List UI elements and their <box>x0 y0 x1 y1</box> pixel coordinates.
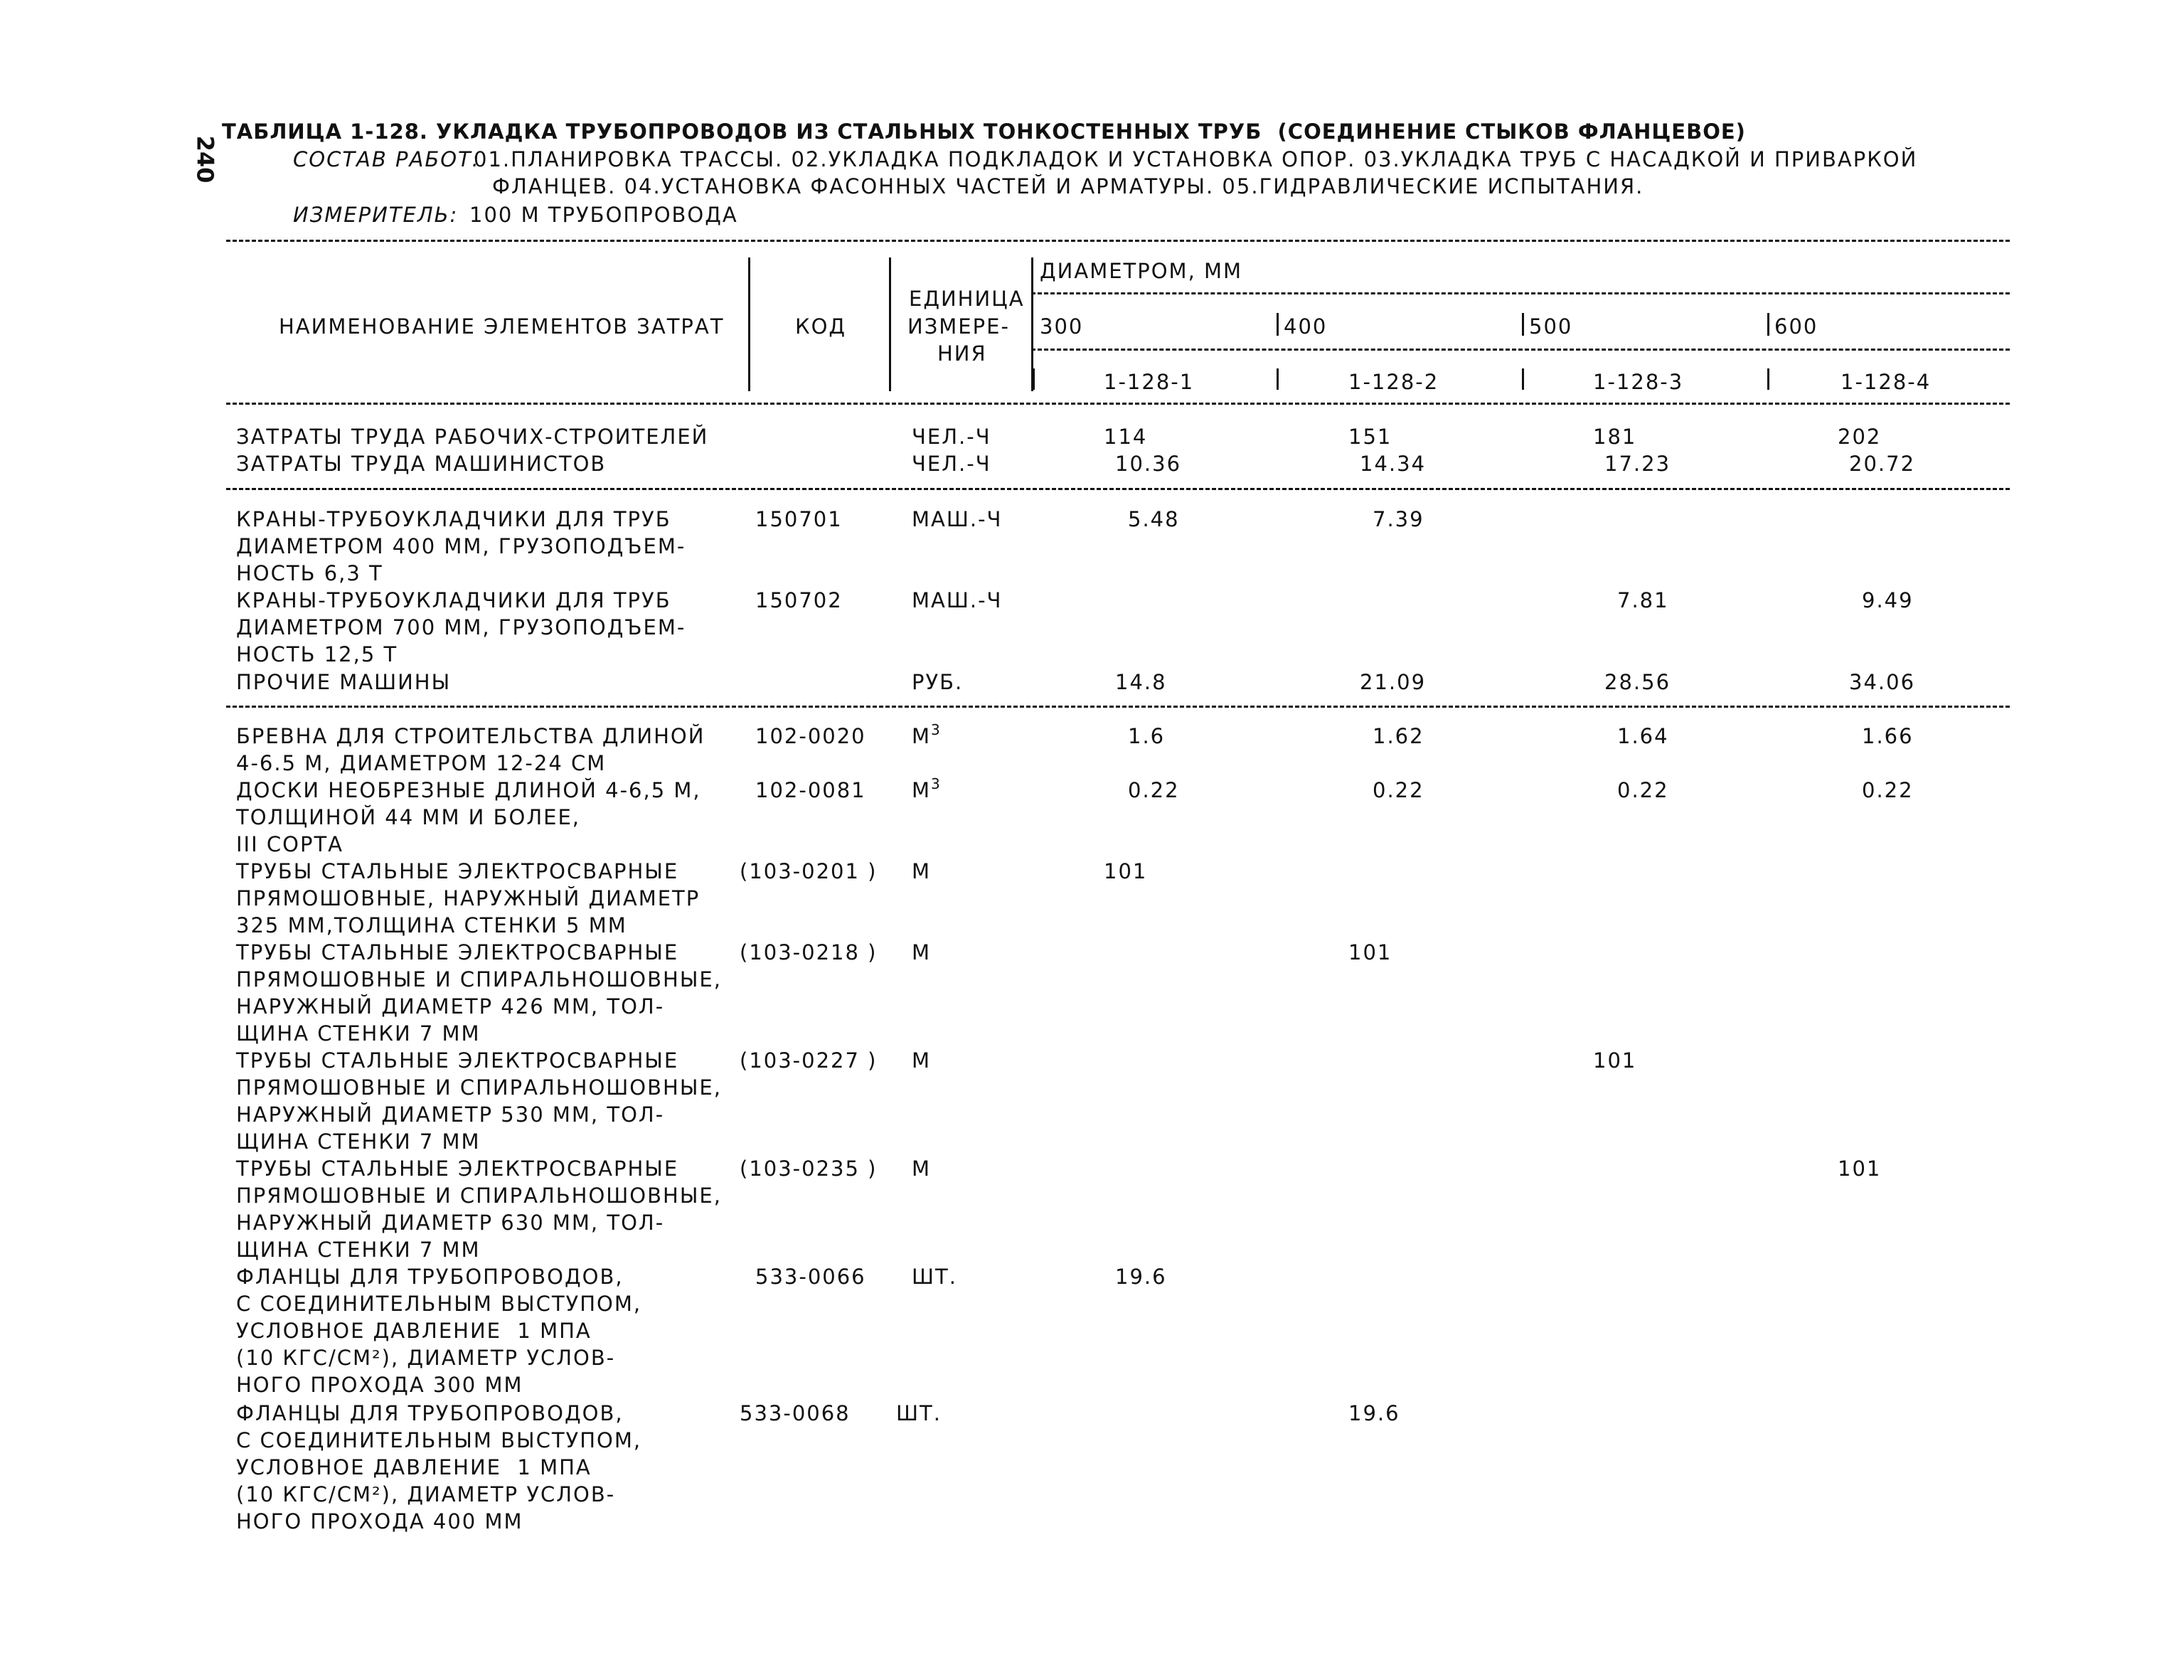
cost-unit: $М^3$ <box>912 775 942 802</box>
meter-text: 100 М ТРУБОПРОВОДА <box>469 203 738 227</box>
cost-value: 17.23 <box>1604 452 1671 476</box>
work-composition-text-1: 01.ПЛАНИРОВКА ТРАССЫ. 02.УКЛАДКА ПОДКЛАДОК И УСТАНОВКА ОПОР. 03.УКЛАДКА ТРУБ С НАСАДКОЙ И ПРИВАРКОЙ <box>474 147 1918 171</box>
cost-code: 102-0020 <box>755 724 866 748</box>
cost-name: ПРЯМОШОВНЫЕ И СПИРАЛЬНОШОВНЫЕ, <box>236 1184 722 1208</box>
cost-value: 0.22 <box>1373 778 1424 802</box>
size-rule <box>1031 349 2010 351</box>
rate-code-4: 1-128-4 <box>1841 370 1932 394</box>
cost-value: 114 <box>1104 425 1148 449</box>
cost-name: ТРУБЫ СТАЛЬНЫЕ ЭЛЕКТРОСВАРНЫЕ <box>236 859 679 883</box>
cost-value: 19.6 <box>1115 1265 1167 1289</box>
cost-code: 150701 <box>755 507 843 531</box>
cost-name: ПРЯМОШОВНЫЕ И СПИРАЛЬНОШОВНЫЕ, <box>236 967 722 991</box>
diameter-600: 600 <box>1774 314 1818 339</box>
cost-value: 14.34 <box>1360 452 1427 476</box>
work-composition-text-2: ФЛАНЦЕВ. 04.УСТАНОВКА ФАСОННЫХ ЧАСТЕЙ И АРМАТУРЫ. 05.ГИДРАВЛИЧЕСКИЕ ИСПЫТАНИЯ. <box>492 174 1644 198</box>
column-header-diameter: ДИАМЕТРОМ, ММ <box>1040 259 1243 283</box>
cost-name: ЩИНА СТЕНКИ 7 ММ <box>236 1238 481 1262</box>
cost-value: 9.49 <box>1862 588 1914 612</box>
header-separator <box>1522 313 1524 336</box>
rate-code-2: 1-128-2 <box>1348 370 1439 394</box>
cost-name: ТОЛЩИНОЙ 44 ММ И БОЛЕЕ, <box>236 805 580 829</box>
cost-name: III СОРТА <box>236 832 343 856</box>
cost-value: 21.09 <box>1360 670 1427 694</box>
cost-code: (103-0218 ) <box>740 940 878 964</box>
cost-name: ТРУБЫ СТАЛЬНЫЕ ЭЛЕКТРОСВАРНЫЕ <box>236 1157 679 1181</box>
column-header-unit: ИЗМЕРЕ- <box>907 314 1010 339</box>
cost-value: 20.72 <box>1849 452 1916 476</box>
cost-value: 1.66 <box>1862 724 1914 748</box>
page-number: 240 <box>191 135 219 184</box>
cost-name: ЩИНА СТЕНКИ 7 ММ <box>236 1021 481 1046</box>
cost-unit: ЧЕЛ.-Ч <box>912 425 991 449</box>
column-header-unit: НИЯ <box>937 341 987 366</box>
cost-name: НАРУЖНЫЙ ДИАМЕТР 630 ММ, ТОЛ- <box>236 1211 665 1235</box>
cost-value: 7.81 <box>1617 588 1669 612</box>
header-separator <box>1767 368 1769 390</box>
cost-code: (103-0235 ) <box>740 1157 878 1181</box>
cost-value: 101 <box>1838 1157 1882 1181</box>
diameter-500: 500 <box>1529 314 1573 339</box>
cost-name: (10 КГС/СМ²), ДИАМЕТР УСЛОВ- <box>236 1482 616 1506</box>
cost-name: ПРЯМОШОВНЫЕ И СПИРАЛЬНОШОВНЫЕ, <box>236 1075 722 1100</box>
cost-value: 151 <box>1348 425 1392 449</box>
cost-name: ЗАТРАТЫ ТРУДА РАБОЧИХ-СТРОИТЕЛЕЙ <box>236 425 709 449</box>
cost-name: УСЛОВНОЕ ДАВЛЕНИЕ 1 МПА <box>236 1319 592 1343</box>
cost-value: 34.06 <box>1849 670 1916 694</box>
cost-name: КРАНЫ-ТРУБОУКЛАДЧИКИ ДЛЯ ТРУБ <box>236 588 671 612</box>
cost-value: 14.8 <box>1115 670 1167 694</box>
section-rule <box>226 488 2010 490</box>
cost-name: НОГО ПРОХОДА 300 ММ <box>236 1373 523 1397</box>
cost-name: НОСТЬ 6,3 Т <box>236 561 383 585</box>
cost-name: ДОСКИ НЕОБРЕЗНЫЕ ДЛИНОЙ 4-6,5 М, <box>236 778 701 802</box>
header-separator <box>1277 368 1279 390</box>
cost-unit: М <box>912 1048 932 1073</box>
header-top-rule <box>226 240 2010 242</box>
header-separator <box>889 257 891 391</box>
cost-name: ДИАМЕТРОМ 400 ММ, ГРУЗОПОДЪЕМ- <box>236 534 686 558</box>
cost-name: ФЛАНЦЫ ДЛЯ ТРУБОПРОВОДОВ, <box>236 1401 624 1425</box>
cost-name: КРАНЫ-ТРУБОУКЛАДЧИКИ ДЛЯ ТРУБ <box>236 507 671 531</box>
column-header-code: КОД <box>795 314 847 339</box>
cost-name: ДИАМЕТРОМ 700 ММ, ГРУЗОПОДЪЕМ- <box>236 615 686 639</box>
cost-code: 102-0081 <box>755 778 866 802</box>
header-bottom-rule <box>226 403 2010 405</box>
meter-label: ИЗМЕРИТЕЛЬ: <box>293 203 459 227</box>
cost-value: 28.56 <box>1604 670 1671 694</box>
cost-name: УСЛОВНОЕ ДАВЛЕНИЕ 1 МПА <box>236 1455 592 1479</box>
header-separator <box>1522 368 1524 390</box>
diameter-300: 300 <box>1040 314 1084 339</box>
cost-name: ЗАТРАТЫ ТРУДА МАШИНИСТОВ <box>236 452 607 476</box>
cost-name: 4-6.5 М, ДИАМЕТРОМ 12-24 СМ <box>236 751 607 775</box>
cost-name: (10 КГС/СМ²), ДИАМЕТР УСЛОВ- <box>236 1346 616 1370</box>
column-header-name: НАИМЕНОВАНИЕ ЭЛЕМЕНТОВ ЗАТРАТ <box>279 314 725 339</box>
cost-name: ФЛАНЦЫ ДЛЯ ТРУБОПРОВОДОВ, <box>236 1265 624 1289</box>
rate-code-1: 1-128-1 <box>1104 370 1195 394</box>
cost-unit: М <box>912 940 932 964</box>
cost-value: 101 <box>1593 1048 1637 1073</box>
column-header-unit: ЕДИНИЦА <box>909 287 1025 311</box>
cost-name: НОГО ПРОХОДА 400 ММ <box>236 1509 523 1533</box>
cost-value: 1.6 <box>1128 724 1166 748</box>
cost-unit: МАШ.-Ч <box>912 507 1003 531</box>
diameter-400: 400 <box>1284 314 1328 339</box>
cost-value: 10.36 <box>1115 452 1182 476</box>
cost-name: ТРУБЫ СТАЛЬНЫЕ ЭЛЕКТРОСВАРНЫЕ <box>236 1048 679 1073</box>
cost-name: НОСТЬ 12,5 Т <box>236 642 398 666</box>
cost-value: 101 <box>1348 940 1392 964</box>
cost-code: (103-0201 ) <box>740 859 878 883</box>
cost-code: (103-0227 ) <box>740 1048 878 1073</box>
cost-value: 0.22 <box>1128 778 1180 802</box>
cost-value: 202 <box>1838 425 1882 449</box>
cost-value: 0.22 <box>1862 778 1914 802</box>
cost-name: 325 ММ,ТОЛЩИНА СТЕНКИ 5 ММ <box>236 913 627 937</box>
cost-value: 0.22 <box>1617 778 1669 802</box>
cost-value: 101 <box>1104 859 1148 883</box>
cost-code: 533-0068 <box>740 1401 851 1425</box>
cost-name: НАРУЖНЫЙ ДИАМЕТР 426 ММ, ТОЛ- <box>236 994 665 1019</box>
cost-name: ЩИНА СТЕНКИ 7 ММ <box>236 1129 481 1154</box>
cost-value: 1.64 <box>1617 724 1669 748</box>
header-separator <box>1277 313 1279 336</box>
cost-name: С СОЕДИНИТЕЛЬНЫМ ВЫСТУПОМ, <box>236 1428 642 1452</box>
section-rule <box>226 706 2010 708</box>
cost-code: 533-0066 <box>755 1265 866 1289</box>
table-title: ТАБЛИЦА 1-128. УКЛАДКА ТРУБОПРОВОДОВ ИЗ СТАЛЬНЫХ ТОНКОСТЕННЫХ ТРУБ (СОЕДИНЕНИЕ СТЫКОВ ФЛАНЦЕВОЕ) <box>222 119 1746 144</box>
cost-unit: МАШ.-Ч <box>912 588 1003 612</box>
cost-unit: ШТ. <box>912 1265 957 1289</box>
cost-value: 7.39 <box>1373 507 1424 531</box>
cost-name: ТРУБЫ СТАЛЬНЫЕ ЭЛЕКТРОСВАРНЫЕ <box>236 940 679 964</box>
cost-name: ПРЯМОШОВНЫЕ, НАРУЖНЫЙ ДИАМЕТР <box>236 886 701 910</box>
cost-unit: ЧЕЛ.-Ч <box>912 452 991 476</box>
work-composition-label: СОСТАВ РАБОТ: <box>293 147 481 171</box>
cost-value: 181 <box>1593 425 1637 449</box>
cost-code: 150702 <box>755 588 843 612</box>
cost-unit: РУБ. <box>912 670 964 694</box>
cost-unit: М <box>912 1157 932 1181</box>
cost-value: 5.48 <box>1128 507 1180 531</box>
cost-name: ПРОЧИЕ МАШИНЫ <box>236 670 452 694</box>
cost-name: С СОЕДИНИТЕЛЬНЫМ ВЫСТУПОМ, <box>236 1292 642 1316</box>
cost-unit: ШТ. <box>896 1401 942 1425</box>
diameter-rule <box>1031 292 2010 294</box>
cost-unit: М <box>912 859 932 883</box>
header-separator <box>1767 313 1769 336</box>
cost-value: 19.6 <box>1348 1401 1400 1425</box>
rate-code-3: 1-128-3 <box>1593 370 1684 394</box>
header-separator <box>748 257 750 391</box>
cost-name: НАРУЖНЫЙ ДИАМЕТР 530 ММ, ТОЛ- <box>236 1102 665 1127</box>
cost-value: 1.62 <box>1373 724 1424 748</box>
cost-name: БРЕВНА ДЛЯ СТРОИТЕЛЬСТВА ДЛИНОЙ <box>236 724 705 748</box>
header-separator <box>1033 368 1035 390</box>
cost-unit: $М^3$ <box>912 721 942 748</box>
